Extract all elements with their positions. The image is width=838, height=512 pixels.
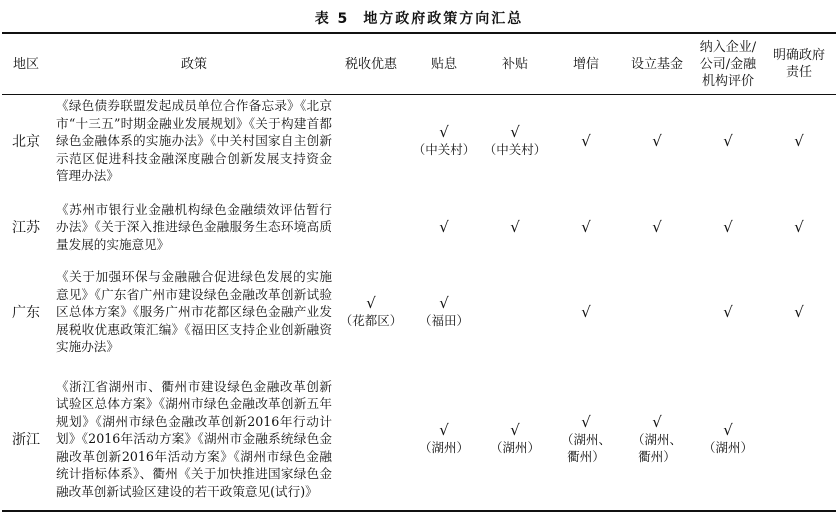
check-mark: √ bbox=[510, 217, 520, 236]
check-cell-subsidy bbox=[480, 370, 550, 508]
check-cell-credit-enhancement bbox=[550, 266, 622, 358]
check-mark: √ bbox=[794, 217, 804, 236]
header-subsidy: 补贴 bbox=[501, 56, 528, 72]
policy-cell: 《浙江省湖州市、衢州市建设绿色金融改革创新试验区总体方案》《湖州市绿色金融改革创新五年规划》《湖州市绿色金融改革创新2016年行动计划》《2016年活动方案》《湖州市金融系统绿色金融改革创新2016年活动方案》《湖州市绿色金融统计指标体系》、衢州《关于加快推进国家绿色金融改革创新试验区建设的若干政策意见(试行)》 bbox=[56, 379, 332, 499]
check-mark: √ bbox=[723, 421, 733, 439]
check-mark: √ bbox=[794, 131, 804, 150]
check-cell-credit-enhancement bbox=[550, 198, 622, 256]
check-mark: √ bbox=[439, 294, 449, 312]
check-note: （湖州、衢州） bbox=[560, 431, 611, 464]
check-cell-institution-evaluation bbox=[695, 370, 761, 508]
check-cell-interest-subsidy bbox=[408, 266, 480, 358]
table-number: 表 5 bbox=[314, 11, 350, 27]
table-title: 地方政府政策方向汇总 bbox=[363, 11, 524, 27]
check-mark: √ bbox=[723, 302, 733, 321]
check-cell-set-up-fund bbox=[622, 198, 692, 256]
check-mark: √ bbox=[581, 302, 591, 321]
check-mark: √ bbox=[439, 217, 449, 236]
check-note: （中关村） bbox=[483, 142, 547, 157]
check-note: （福田） bbox=[418, 313, 469, 328]
check-note: （湖州、衢州） bbox=[631, 431, 682, 464]
check-mark: √ bbox=[723, 217, 733, 236]
header-policy: 政策 bbox=[180, 56, 207, 72]
table-caption bbox=[0, 8, 838, 28]
region-cell: 北京 bbox=[12, 134, 40, 150]
check-mark: √ bbox=[652, 412, 662, 431]
check-cell-institution-evaluation bbox=[695, 198, 761, 256]
policy-cell: 《苏州市银行业金融机构绿色金融绩效评估暂行办法》《关于深入推进绿色金融服务生态环境高质量发展的实施意见》 bbox=[56, 201, 332, 252]
check-mark: √ bbox=[510, 421, 520, 439]
check-mark: √ bbox=[652, 131, 662, 150]
check-cell-set-up-fund bbox=[622, 370, 692, 508]
table-row-zhejiang bbox=[0, 370, 838, 508]
check-cell-subsidy bbox=[480, 96, 550, 186]
check-note: （中关村） bbox=[412, 142, 476, 157]
region-cell: 广东 bbox=[12, 305, 40, 321]
check-cell-institution-evaluation bbox=[695, 96, 761, 186]
check-cell-subsidy bbox=[480, 198, 550, 256]
check-mark: √ bbox=[439, 123, 449, 141]
check-note: （湖州） bbox=[702, 440, 753, 455]
check-cell-set-up-fund bbox=[622, 96, 692, 186]
check-note: （花都区） bbox=[339, 313, 403, 328]
header-set-up-fund: 设立基金 bbox=[630, 56, 683, 72]
region-cell: 浙江 bbox=[12, 432, 40, 448]
check-mark: √ bbox=[366, 294, 376, 312]
check-mark: √ bbox=[510, 123, 520, 141]
check-mark: √ bbox=[652, 217, 662, 236]
header-region: 地区 bbox=[12, 56, 39, 72]
check-mark: √ bbox=[581, 412, 591, 431]
policy-cell: 《绿色债券联盟发起成员单位合作备忘录》《北京市“十三五”时期金融业发展规划》《关于构建首都绿色金融体系的实施办法》《中关村国家自主创新示范区促进科技金融深度融合创新发展支持资金管理办法》 bbox=[56, 98, 332, 184]
header-tax-incentive: 税收优惠 bbox=[344, 56, 397, 72]
check-cell-interest-subsidy bbox=[408, 96, 480, 186]
check-cell-government-responsibility bbox=[764, 198, 834, 256]
table-row-guangdong bbox=[0, 266, 838, 358]
check-mark: √ bbox=[794, 302, 804, 321]
check-mark: √ bbox=[581, 217, 591, 236]
check-cell-institution-evaluation bbox=[695, 266, 761, 358]
region-cell: 江苏 bbox=[12, 220, 40, 236]
check-mark: √ bbox=[439, 421, 449, 439]
check-cell-government-responsibility bbox=[764, 96, 834, 186]
policy-cell: 《关于加强环保与金融融合促进绿色发展的实施意见》《广东省广州市建设绿色金融改革创新试验区总体方案》《服务广州市花都区绿色金融产业发展税收优惠政策汇编》《福田区支持企业创新融资实施办法》 bbox=[56, 269, 332, 355]
check-note: （湖州） bbox=[489, 440, 540, 455]
table-row-beijing bbox=[0, 96, 838, 186]
check-mark: √ bbox=[581, 131, 591, 150]
table-row-jiangsu bbox=[0, 198, 838, 256]
header-government-responsibility: 明确政府责任 bbox=[772, 48, 825, 80]
check-cell-government-responsibility bbox=[764, 266, 834, 358]
check-cell-credit-enhancement bbox=[550, 96, 622, 186]
check-cell-credit-enhancement bbox=[550, 370, 622, 508]
header-rule bbox=[2, 94, 836, 95]
check-cell-tax-incentive bbox=[336, 266, 406, 358]
header-credit-enhancement: 增信 bbox=[572, 56, 599, 72]
header-institution-evaluation: 纳入企业/公司/金融机构评价 bbox=[699, 39, 757, 89]
check-mark: √ bbox=[723, 131, 733, 150]
check-note: （湖州） bbox=[418, 440, 469, 455]
check-cell-interest-subsidy bbox=[408, 198, 480, 256]
check-cell-interest-subsidy bbox=[408, 370, 480, 508]
header-interest-subsidy: 贴息 bbox=[430, 56, 457, 72]
